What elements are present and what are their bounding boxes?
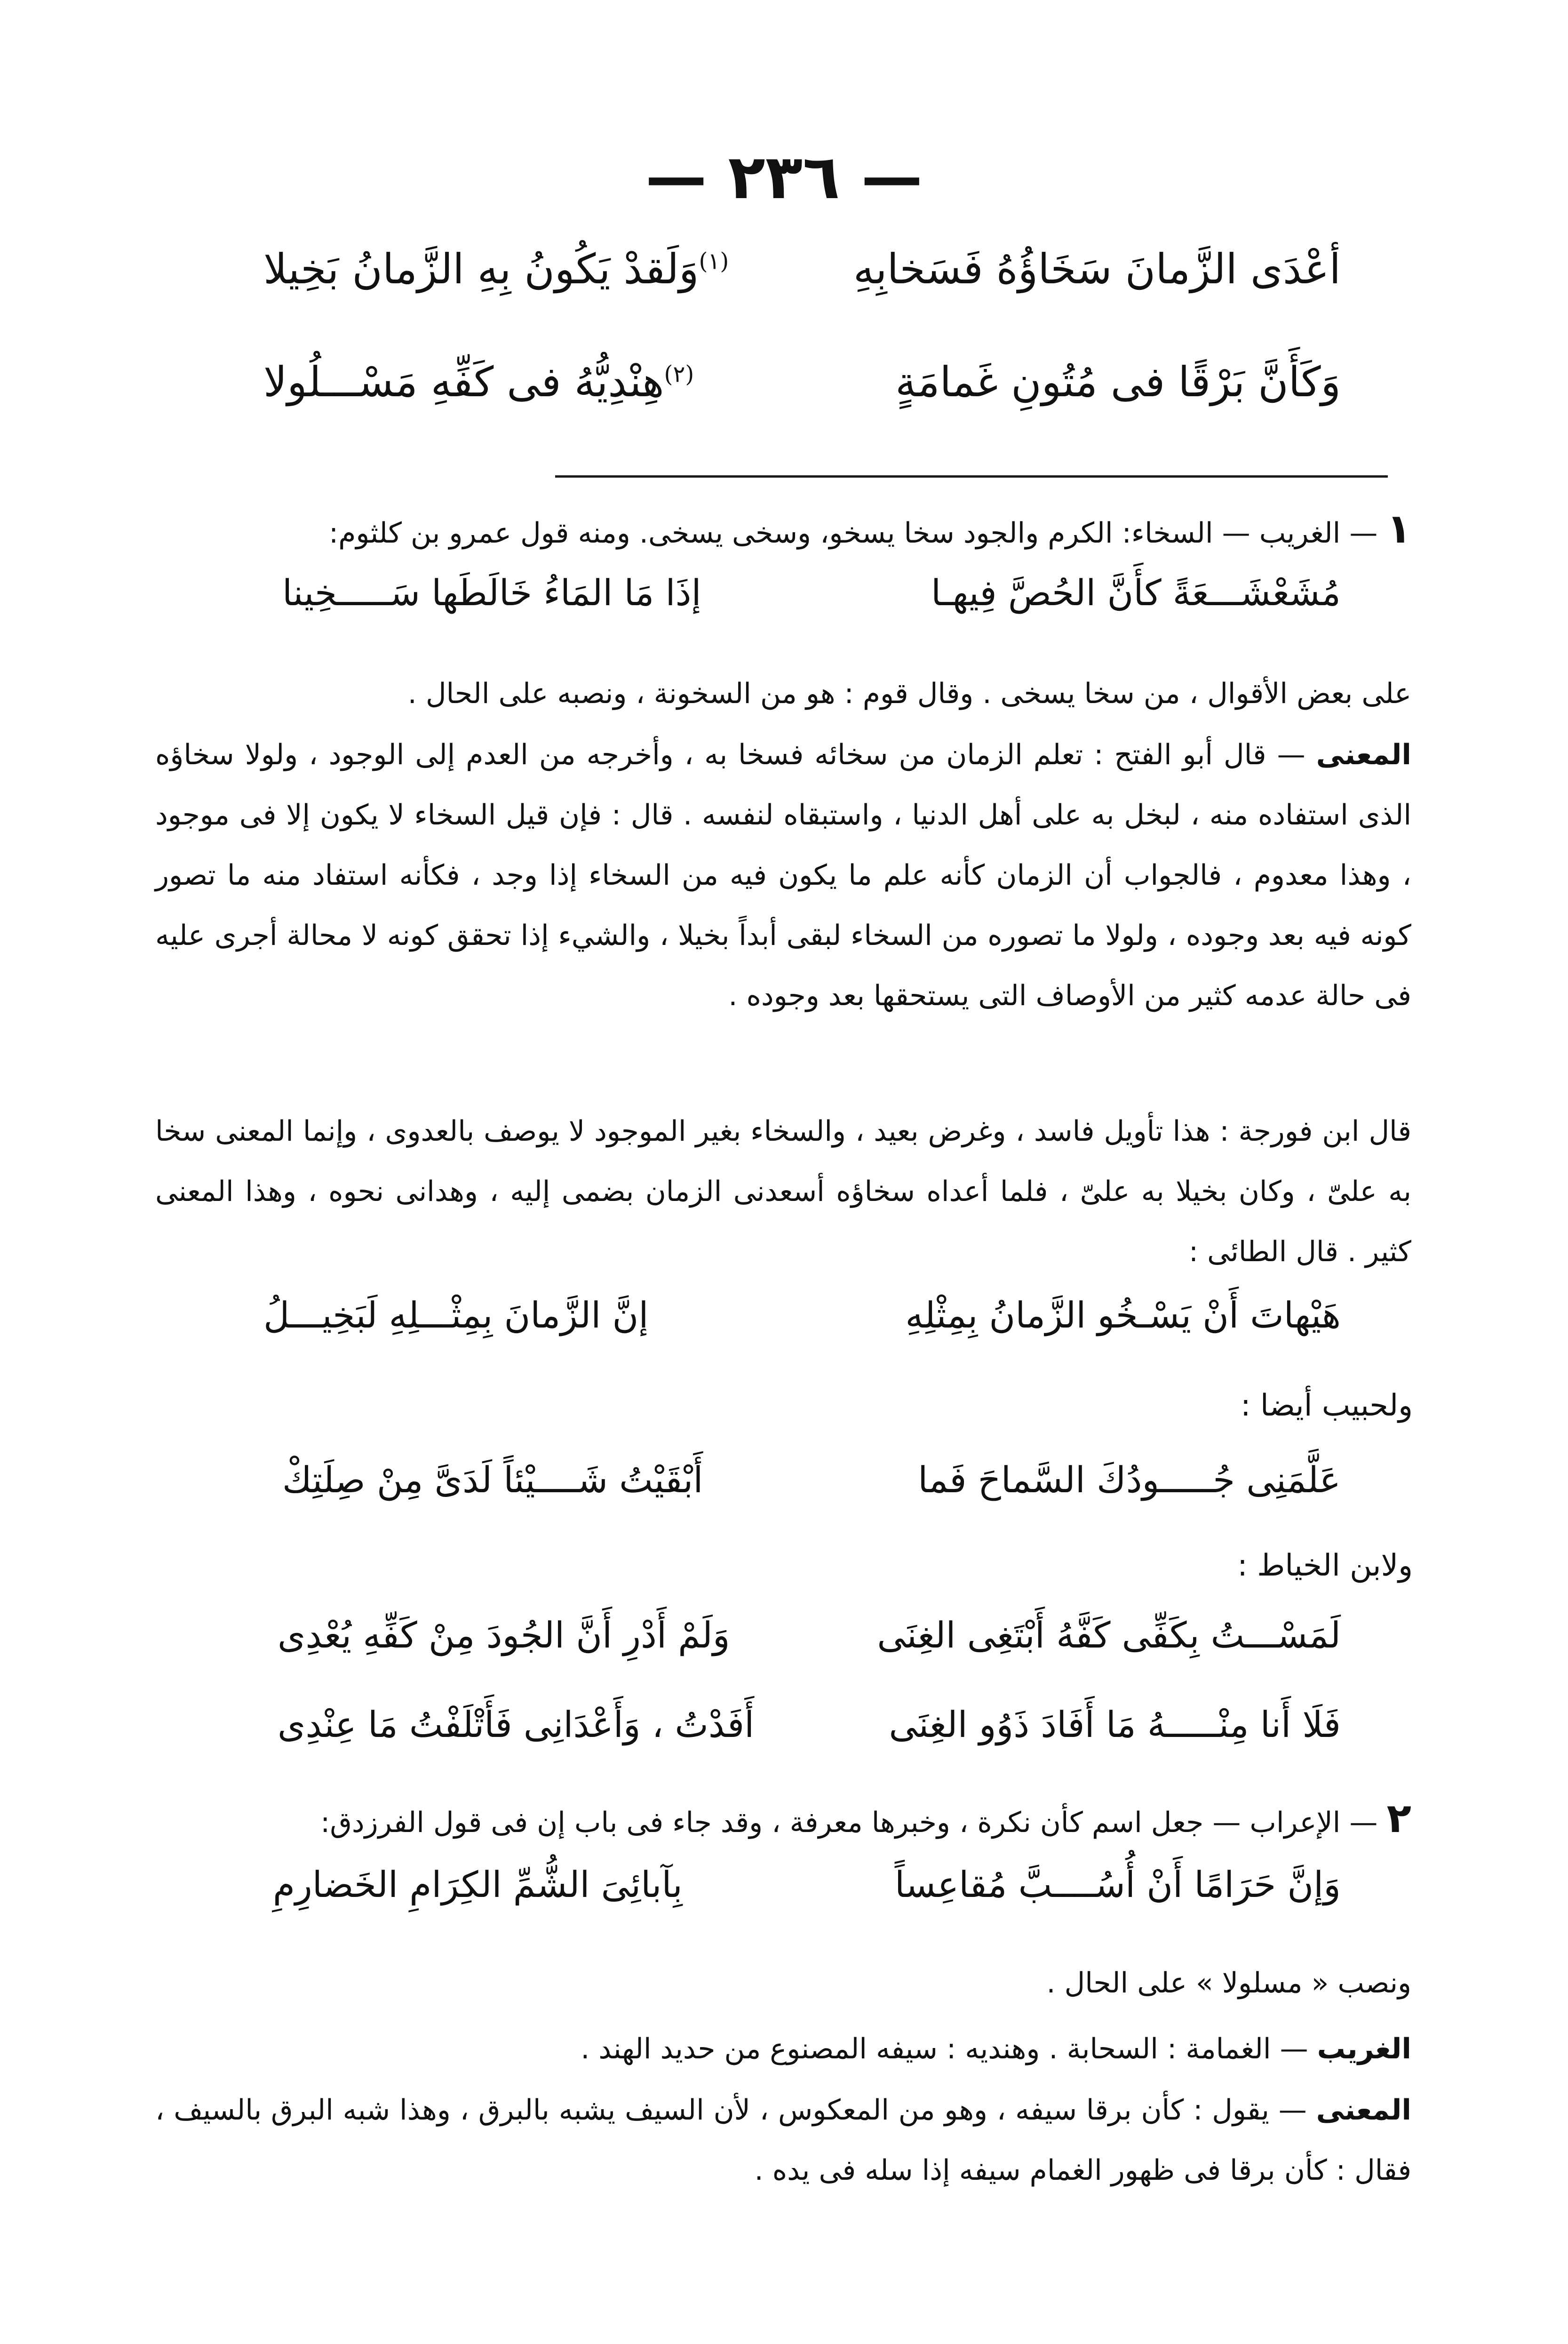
quote-taai-first: هَيْهاتَ أَنْ يَسْـخُو الزَّمانُ بِمِثْلِهِ [905,1294,1341,1336]
quote-taai [263,1294,1341,1374]
verse-1-footnote-mark: (١) [699,248,729,275]
quote-habib-first: عَلَّمَنِى جُـــــودُكَ السَّماحَ فَما [918,1459,1341,1501]
quote-khayyat-2-second: أَفَدْتُ ، وَأَعْدَانِى فَأَتْلَفْتُ مَا عِنْدِى [278,1704,755,1745]
quote-kulthum-second: إذَا مَا المَاءُ خَالَطَها سَـــــخِينا [282,572,701,614]
quote-kulthum [282,572,1341,652]
quote-kulthum-first: مُشَعْشَـــعَةً كأَنَّ الحُصَّ فِيهـا [931,572,1341,614]
quote-farazdaq [273,1864,1341,1944]
paragraph-gharib-2-text: — الغمامة : السحابة . وهنديه : سيفه المصنوع من حديد الهند . [581,2032,1308,2065]
paragraph-meaning-text: — قال أبو الفتح : تعلم الزمان من سخائه فسخا به ، وأخرجه من العدم إلى الوجود ، ولولا سخاؤه الذى استفاده منه ، لبخل به على أهل الدنيا ، واستبقاه لنفسه . قال : فإن قيل السخاء لا يكون إلا فى موجود ، وهذا معدوم ، فالجواب أن الزمان كأنه علم ما يكون فيه من السخاء إذا وجد ، فكأنه استفاد منه ما تصور كونه فيه بعد وجوده ، ولولا ما تصوره من السخاء لبقى أبداً بخيلا ، والشيء إذا تحقق كونه لا محالة أجرى عليه فى حالة عدمه كثير من الأوصاف التى يستحقها بعد وجوده . [155,738,1411,1012]
label-ibn-khayyat: ولابن الخياط : [1237,1548,1413,1583]
quote-khayyat-1-second: وَلَمْ أَدْرِ أَنَّ الجُودَ مِنْ كَفِّهِ يُعْدِى [278,1614,730,1656]
verse-2-second-text: هِنْدِيُّهُ فى كَفِّهِ مَسْـــلُولا [263,358,664,406]
label-habib: ولحبيب أيضا : [1240,1388,1413,1423]
paragraph-meaning-abulfath [155,725,1411,1026]
quote-habib [282,1459,1341,1539]
paragraph-meaning-2 [155,2080,1411,2200]
quote-farazdaq-second: بِآبائِىَ الشُّمِّ الكِرَامِ الخَضارِمِ [273,1864,683,1905]
separator-rule [555,475,1388,478]
paragraph-ibn-furja: قال ابن فورجة : هذا تأويل فاسد ، وغرض بعيد ، والسخاء بغير الموجود لا يوصف بالعدوى ، وإنما المعنى سخا به علىّ ، وكان بخيلا به علىّ ، فلما أعداه سخاؤه أسعدنى الزمان بضمى إليه ، وهدانى نحوه ، وهذا المعنى كثير . قال الطائى : [155,1115,1411,1268]
quote-taai-second: إنَّ الزَّمانَ بِمِثْـــلِهِ لَبَخِيـــلُ [263,1294,649,1336]
verse-2-footnote-mark: (٢) [664,361,694,388]
paragraph-meaning-2-lead: المعنى [1316,2094,1411,2127]
note-1 [155,499,1411,563]
quote-khayyat-1-first: لَمَسْـــتُ بِكَفِّى كَفَّهُ أَبْتَغِى الغِنَى [877,1614,1341,1656]
note-2-text: — الإعراب — جعل اسم كأن نكرة ، وخبرها معرفة ، وقد جاء فى باب إن فى قول الفرزدق: [320,1806,1378,1839]
paragraph-musloolan: ونصب « مسلولا » على الحال . [1046,1967,1411,2000]
verse-1-first-hemistich: أعْدَى الزَّمانَ سَخَاؤُهُ فَسَخابِهِ [853,245,1341,293]
page-number: — ٢٣٦ — [645,141,923,213]
note-2 [155,1788,1411,1853]
paragraph-meaning-2-text: — يقول : كأن برقا سيفه ، وهو من المعكوس ، لأن السيف يشبه بالبرق ، وهذا شبه البرق بالسيف ، فقال : كأن برقا فى ظهور الغمام سيفه إذا سله فى يده . [155,2094,1411,2187]
paragraph-gharib-2 [155,2019,1411,2079]
quote-farazdaq-first: وَإنَّ حَرَامًا أَنْ أُسُــــبَّ مُقاعِساً [894,1864,1341,1905]
paragraph-sources: على بعض الأقوال ، من سخا يسخى . وقال قوم : هو من السخونة ، ونصبه على الحال . [407,677,1411,710]
main-verse-2 [263,358,1341,438]
verse-1-second-hemistich [263,245,729,293]
verse-1-second-text: وَلَقدْ يَكُونُ بِهِ الزَّمانُ بَخِيلا [263,245,699,293]
quote-habib-second: أَبْقَيْتُ شَــــيْئاً لَدَىَّ مِنْ صِلَتِكْ [282,1459,703,1501]
quote-khayyat-1 [278,1614,1341,1694]
main-verse-1 [263,245,1341,325]
verse-2-first-hemistich: وَكَأَنَّ بَرْقًا فى مُتُونِ غَمامَةٍ [895,358,1341,406]
verse-2-second-hemistich [263,358,694,406]
note-2-number: ٢ [1386,1795,1411,1842]
paragraph-meaning-lead: المعنى [1316,738,1411,771]
quote-khayyat-2 [278,1704,1341,1784]
paragraph-gharib-2-lead: الغريب [1317,2032,1411,2065]
quote-khayyat-2-first: فَلَا أَنا مِنْـــــهُ مَا أَفَادَ ذَوُو الغِنَى [889,1704,1341,1745]
note-1-text: — الغريب — السخاء: الكرم والجود سخا يسخو، وسخى يسخى. ومنه قول عمرو بن كلثوم: [329,517,1378,550]
note-1-number: ١ [1386,505,1411,552]
